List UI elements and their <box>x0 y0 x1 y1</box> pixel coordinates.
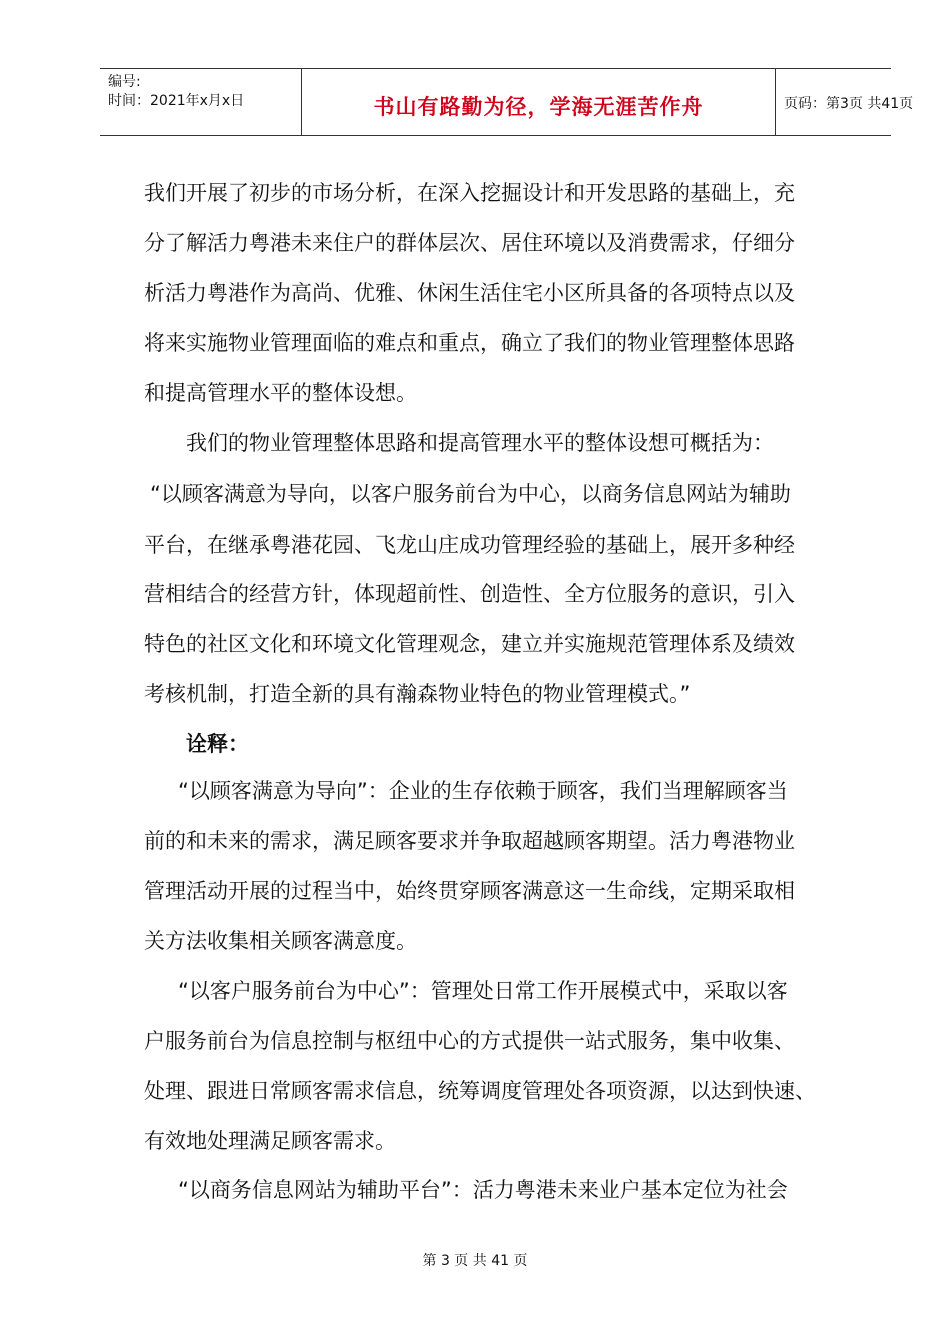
body-line: 析活力粤港作为高尚、优雅、休闲生活住宅小区所具备的各项特点以及 <box>144 281 795 305</box>
body-line: 处理、跟进日常顾客需求信息，统筹调度管理处各项资源，以达到快速、 <box>144 1079 816 1103</box>
date-label: 时间：2021年x月x日 <box>108 93 245 109</box>
body-line: 我们开展了初步的市场分析，在深入挖掘设计和开发思路的基础上，充 <box>144 181 795 205</box>
body-line: 关方法收集相关顾客满意度。 <box>144 929 417 953</box>
body-line: “以客户服务前台为中心”：管理处日常工作开展模式中，采取以客 <box>178 979 788 1003</box>
body-line: 前的和未来的需求，满足顾客要求并争取超越顾客期望。活力粤港物业 <box>144 829 795 853</box>
body-line: 有效地处理满足顾客需求。 <box>144 1129 396 1153</box>
body-line: 分了解活力粤港未来住户的群体层次、居住环境以及消费需求，仔细分 <box>144 231 795 255</box>
body-line: “以商务信息网站为辅助平台”：活力粤港未来业户基本定位为社会 <box>178 1178 788 1202</box>
body-line: 和提高管理水平的整体设想。 <box>144 381 417 405</box>
body-line: 户服务前台为信息控制与枢纽中心的方式提供一站式服务，集中收集、 <box>144 1029 795 1053</box>
body-line: 我们的物业管理整体思路和提高管理水平的整体设想可概括为： <box>186 431 774 455</box>
header-motto-cell <box>302 69 776 135</box>
header-page-cell <box>776 69 914 135</box>
section-heading: 诠释： <box>186 732 249 756</box>
header-meta-cell <box>100 69 302 135</box>
page-header <box>100 68 914 136</box>
page-footer-number: 第 3 页 共 41 页 <box>422 1253 528 1269</box>
body-line: 考核机制，打造全新的具有瀚森物业特色的物业管理模式。” <box>144 682 691 706</box>
header-page-number: 页码：第3页 共41页 <box>784 96 914 112</box>
body-line: 特色的社区文化和环境文化管理观念，建立并实施规范管理体系及绩效 <box>144 632 795 656</box>
body-line: 营相结合的经营方针，体现超前性、创造性、全方位服务的意识，引入 <box>144 582 795 606</box>
body-line: 将来实施物业管理面临的难点和重点，确立了我们的物业管理整体思路 <box>144 331 795 355</box>
body-line: 平台，在继承粤港花园、飞龙山庄成功管理经验的基础上，展开多种经 <box>144 533 795 557</box>
body-line: “以顾客满意为导向”：企业的生存依赖于顾客，我们当理解顾客当 <box>178 779 788 803</box>
body-line: “以顾客满意为导向，以客户服务前台为中心，以商务信息网站为辅助 <box>150 482 791 506</box>
serial-number-label: 编号: <box>108 74 141 90</box>
body-line: 管理活动开展的过程当中，始终贯穿顾客满意这一生命线，定期采取相 <box>144 879 795 903</box>
header-motto: 书山有路勤为径，学海无涯苦作舟 <box>373 95 704 119</box>
